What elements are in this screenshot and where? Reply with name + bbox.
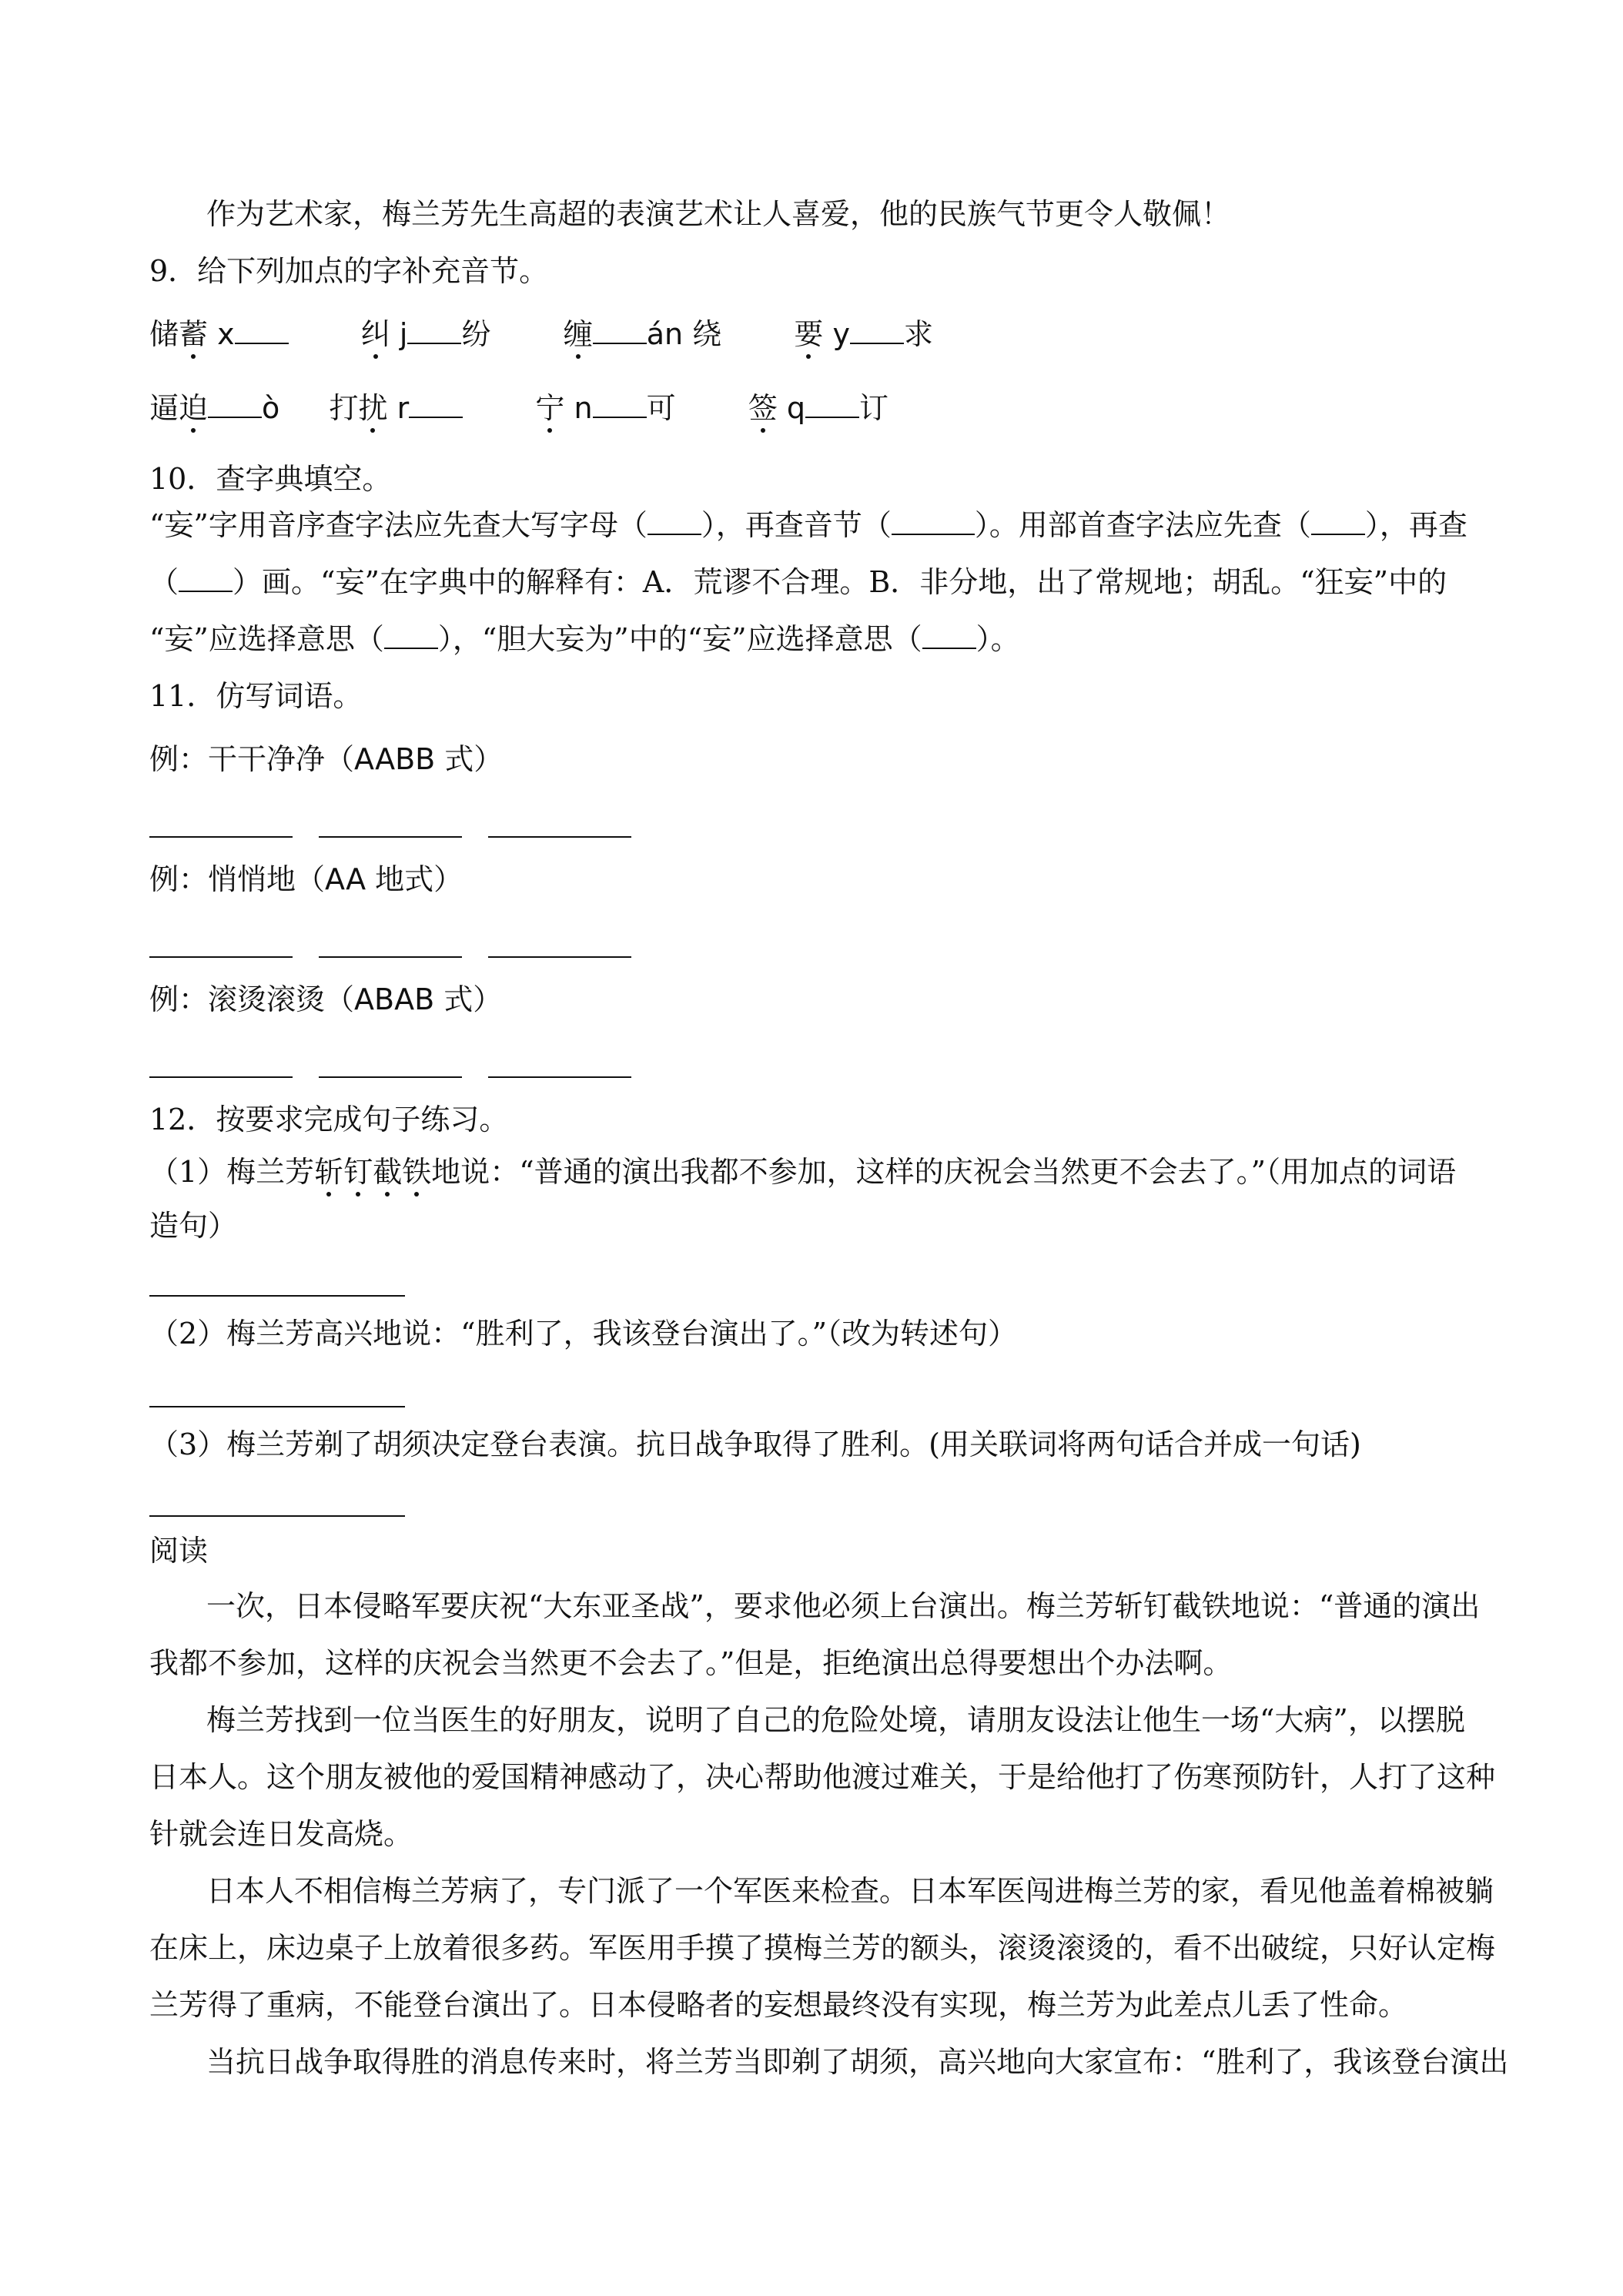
q10-line-1: “妄”字用音序查字法应先查大写字母（ ），再查音节（ ）。用部首查字法应先查（ ），再查 — [149, 508, 1467, 542]
q12-answer-line-3[interactable] — [149, 1515, 405, 1517]
q9-blank[interactable] — [593, 316, 647, 344]
q9-item-8: 签 q 订 — [748, 391, 889, 425]
q12-sentence-1: （1）梅兰芳斩钉截铁地说：“普通的演出我都不参加，这样的庆祝会当然更不会去了。”（用加点的词语 — [149, 1155, 1457, 1189]
q11-answer-line[interactable] — [319, 836, 462, 838]
q12-sentence-1-cont: 造句） — [149, 1209, 238, 1243]
q11-example-1: 例：干干净净（AABB 式） — [149, 742, 504, 776]
reading-p3-l1: 日本人不相信梅兰芳病了，专门派了一个军医来检查。日本军医闯进梅兰芳的家，看见他盖着棉被躺 — [206, 1874, 1494, 1908]
reading-p1-l2: 我都不参加，这样的庆祝会当然更不会去了。”但是，拒绝演出总得要想出个办法啊。 — [149, 1646, 1233, 1680]
q11-answer-line[interactable] — [149, 956, 293, 958]
q11-title: 11．仿写词语。 — [149, 679, 363, 713]
q10-blank-meaning-1[interactable] — [384, 621, 438, 649]
q9-row-2 — [149, 390, 888, 427]
reading-p2-l2: 日本人。这个朋友被他的爱国精神感动了，决心帮助他渡过难关，于是给他打了伤寒预防针，人打了这种 — [149, 1760, 1496, 1794]
reading-p2-l3: 针就会连日发高烧。 — [149, 1817, 413, 1851]
q9-title: 9．给下列加点的字补充音节。 — [149, 254, 549, 288]
q9-item-2: 纠 j 纷 — [360, 317, 491, 351]
reading-p2-l1: 梅兰芳找到一位当医生的好朋友，说明了自己的危险处境，请朋友设法让他生一场“大病”，以摆脱 — [206, 1703, 1465, 1737]
q11-answer-line[interactable] — [488, 1076, 631, 1078]
q12-answer-line-2[interactable] — [149, 1406, 405, 1407]
reading-p3-l2: 在床上，床边桌子上放着很多药。军医用手摸了摸梅兰芳的额头，滚烫滚烫的，看不出破绽，只好认定梅 — [149, 1931, 1496, 1965]
reading-p1-l1: 一次，日本侵略军要庆祝“大东亚圣战”，要求他必须上台演出。梅兰芳斩钉截铁地说：“普通的演出 — [206, 1589, 1481, 1623]
q12-title: 12．按要求完成句子练习。 — [149, 1103, 509, 1136]
q9-item-5: 逼迫 ò — [149, 391, 280, 425]
reading-p4-l1: 当抗日战争取得胜的消息传来时，将兰芳当即剃了胡须，高兴地向大家宣布：“胜利了，我该登台演出 — [206, 2045, 1509, 2079]
q10-blank-letter[interactable] — [648, 507, 701, 535]
q9-item-4: 要 y 求 — [794, 317, 933, 351]
q10-blank-syllable[interactable] — [892, 507, 975, 535]
q11-answer-line[interactable] — [488, 836, 631, 838]
q10-title: 10．查字典填空。 — [149, 462, 392, 496]
q9-blank[interactable] — [593, 390, 647, 418]
q12-sentence-2: （2）梅兰芳高兴地说：“胜利了，我该登台演出了。”（改为转述句） — [149, 1317, 1018, 1350]
q10-blank-meaning-2[interactable] — [922, 621, 976, 649]
q10-blank-radical[interactable] — [1311, 507, 1365, 535]
q10-line-3: “妄”应选择意思（ ），“胆大妄为”中的“妄”应选择意思（ ）。 — [149, 622, 1020, 656]
q11-answer-line[interactable] — [319, 956, 462, 958]
q9-blank[interactable] — [805, 390, 859, 418]
q9-row-1 — [149, 316, 933, 353]
reading-p3-l3: 兰芳得了重病，不能登台演出了。日本侵略者的妄想最终没有实现，梅兰芳为此差点儿丢了性命。 — [149, 1988, 1408, 2022]
q9-blank[interactable] — [850, 316, 904, 344]
q11-answer-line[interactable] — [149, 1076, 293, 1078]
q12-sentence-3: （3）梅兰芳剃了胡须决定登台表演。抗日战争取得了胜利。(用关联词将两句话合并成一句话) — [149, 1427, 1361, 1461]
q10-line-2: （ ）画。“妄”在字典中的解释有：A．荒谬不合理。B．非分地，出了常规地；胡乱。“狂妄”中的 — [149, 565, 1447, 599]
q10-blank-strokes[interactable] — [179, 564, 233, 592]
q11-answer-line[interactable] — [488, 956, 631, 958]
q9-item-3: 缠 án 绕 — [563, 317, 722, 351]
reading-label: 阅读 — [149, 1534, 209, 1568]
q9-item-7: 宁 n 可 — [535, 391, 676, 425]
q11-example-2: 例：悄悄地（AA 地式） — [149, 862, 463, 896]
q9-item-6: 打扰 r — [329, 391, 463, 425]
q12-answer-line-1[interactable] — [149, 1295, 405, 1297]
q11-answer-line[interactable] — [319, 1076, 462, 1078]
q9-blank[interactable] — [407, 316, 461, 344]
q9-blank[interactable] — [409, 390, 463, 418]
intro-line: 作为艺术家，梅兰芳先生高超的表演艺术让人喜爱，他的民族气节更令人敬佩！ — [206, 197, 1231, 231]
q9-blank[interactable] — [235, 316, 289, 344]
q11-answer-line[interactable] — [149, 836, 293, 838]
q9-blank[interactable] — [208, 390, 262, 418]
q9-item-1: 储蓄 x — [149, 317, 289, 351]
q11-example-3: 例：滚烫滚烫（ABAB 式） — [149, 982, 503, 1016]
